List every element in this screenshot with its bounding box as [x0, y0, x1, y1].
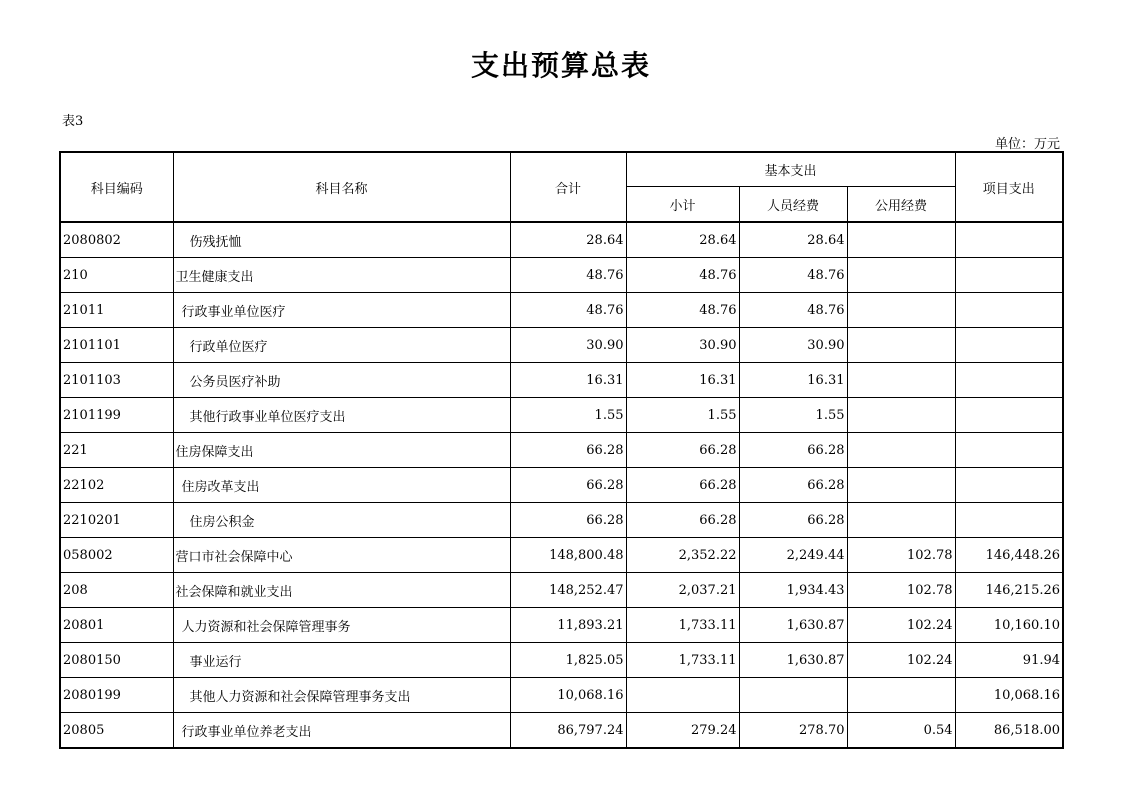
cell-total: 1,825.05 [510, 643, 626, 678]
header-project: 项目支出 [955, 152, 1063, 222]
cell-public [847, 258, 955, 293]
cell-name: 行政单位医疗 [173, 328, 510, 363]
cell-subtotal: 16.31 [626, 363, 739, 398]
cell-subtotal: 2,352.22 [626, 538, 739, 573]
cell-name: 伤残抚恤 [173, 222, 510, 258]
cell-project: 10,160.10 [955, 608, 1063, 643]
table-row [60, 503, 1063, 538]
page-title: 支出预算总表 [470, 49, 651, 82]
cell-personnel: 1,630.87 [739, 608, 847, 643]
cell-total: 28.64 [510, 222, 626, 258]
cell-subtotal [626, 678, 739, 713]
cell-total: 30.90 [510, 328, 626, 363]
cell-name: 住房改革支出 [173, 468, 510, 503]
cell-project [955, 328, 1063, 363]
cell-name: 其他人力资源和社会保障管理事务支出 [173, 678, 510, 713]
cell-total: 1.55 [510, 398, 626, 433]
cell-personnel [739, 678, 847, 713]
cell-name: 行政事业单位养老支出 [173, 713, 510, 749]
header-code: 科目编码 [60, 152, 173, 222]
cell-total: 66.28 [510, 433, 626, 468]
cell-subtotal: 1,733.11 [626, 608, 739, 643]
cell-personnel: 1.55 [739, 398, 847, 433]
cell-total: 66.28 [510, 468, 626, 503]
cell-code: 2080802 [60, 222, 173, 258]
cell-subtotal: 66.28 [626, 468, 739, 503]
cell-project [955, 398, 1063, 433]
table-row [60, 713, 1063, 749]
table-row [60, 293, 1063, 328]
cell-code: 2101101 [60, 328, 173, 363]
cell-code: 2080199 [60, 678, 173, 713]
cell-name: 社会保障和就业支出 [173, 573, 510, 608]
cell-public [847, 398, 955, 433]
table-row [60, 258, 1063, 293]
table-row [60, 573, 1063, 608]
table-body [60, 222, 1063, 748]
cell-personnel: 28.64 [739, 222, 847, 258]
table-row [60, 363, 1063, 398]
cell-total: 148,800.48 [510, 538, 626, 573]
budget-table [59, 151, 1064, 749]
cell-public [847, 468, 955, 503]
cell-total: 16.31 [510, 363, 626, 398]
cell-subtotal: 30.90 [626, 328, 739, 363]
cell-public [847, 678, 955, 713]
cell-public: 102.24 [847, 608, 955, 643]
table-row [60, 678, 1063, 713]
cell-public [847, 293, 955, 328]
cell-code: 21011 [60, 293, 173, 328]
cell-code: 22102 [60, 468, 173, 503]
cell-subtotal: 1.55 [626, 398, 739, 433]
header-public: 公用经费 [847, 187, 955, 223]
cell-personnel: 1,934.43 [739, 573, 847, 608]
cell-project: 146,448.26 [955, 538, 1063, 573]
cell-name: 其他行政事业单位医疗支出 [173, 398, 510, 433]
cell-subtotal: 48.76 [626, 258, 739, 293]
cell-personnel: 66.28 [739, 468, 847, 503]
table-row [60, 538, 1063, 573]
cell-total: 48.76 [510, 293, 626, 328]
cell-code: 20801 [60, 608, 173, 643]
table-row [60, 222, 1063, 258]
cell-project [955, 503, 1063, 538]
cell-code: 2080150 [60, 643, 173, 678]
table-row [60, 328, 1063, 363]
header-personnel: 人员经费 [739, 187, 847, 223]
cell-personnel: 48.76 [739, 258, 847, 293]
cell-public: 102.78 [847, 538, 955, 573]
cell-public [847, 363, 955, 398]
table-row [60, 468, 1063, 503]
cell-project: 91.94 [955, 643, 1063, 678]
cell-name: 事业运行 [173, 643, 510, 678]
cell-project [955, 468, 1063, 503]
cell-public: 102.78 [847, 573, 955, 608]
table-number: 表3 [62, 114, 84, 129]
cell-code: 2210201 [60, 503, 173, 538]
cell-code: 20805 [60, 713, 173, 749]
cell-personnel: 66.28 [739, 503, 847, 538]
cell-personnel: 48.76 [739, 293, 847, 328]
cell-project: 86,518.00 [955, 713, 1063, 749]
cell-public: 0.54 [847, 713, 955, 749]
cell-code: 221 [60, 433, 173, 468]
header-name: 科目名称 [173, 152, 510, 222]
cell-project [955, 258, 1063, 293]
cell-project [955, 433, 1063, 468]
cell-subtotal: 1,733.11 [626, 643, 739, 678]
cell-project [955, 363, 1063, 398]
cell-name: 行政事业单位医疗 [173, 293, 510, 328]
cell-public [847, 222, 955, 258]
cell-personnel: 2,249.44 [739, 538, 847, 573]
cell-name: 住房保障支出 [173, 433, 510, 468]
cell-name: 住房公积金 [173, 503, 510, 538]
cell-subtotal: 48.76 [626, 293, 739, 328]
cell-public [847, 328, 955, 363]
table-row [60, 643, 1063, 678]
cell-code: 210 [60, 258, 173, 293]
cell-total: 86,797.24 [510, 713, 626, 749]
cell-total: 11,893.21 [510, 608, 626, 643]
cell-total: 10,068.16 [510, 678, 626, 713]
table-header [60, 152, 1063, 222]
cell-project [955, 293, 1063, 328]
cell-code: 208 [60, 573, 173, 608]
cell-code: 2101103 [60, 363, 173, 398]
cell-total: 66.28 [510, 503, 626, 538]
cell-subtotal: 66.28 [626, 503, 739, 538]
cell-subtotal: 279.24 [626, 713, 739, 749]
cell-project [955, 222, 1063, 258]
cell-code: 058002 [60, 538, 173, 573]
table-row [60, 398, 1063, 433]
cell-public [847, 433, 955, 468]
cell-name: 营口市社会保障中心 [173, 538, 510, 573]
cell-public [847, 503, 955, 538]
cell-name: 人力资源和社会保障管理事务 [173, 608, 510, 643]
cell-personnel: 16.31 [739, 363, 847, 398]
cell-personnel: 278.70 [739, 713, 847, 749]
cell-total: 148,252.47 [510, 573, 626, 608]
cell-subtotal: 2,037.21 [626, 573, 739, 608]
cell-personnel: 30.90 [739, 328, 847, 363]
cell-subtotal: 66.28 [626, 433, 739, 468]
table-row [60, 608, 1063, 643]
header-total: 合计 [510, 152, 626, 222]
cell-personnel: 66.28 [739, 433, 847, 468]
cell-total: 48.76 [510, 258, 626, 293]
cell-code: 2101199 [60, 398, 173, 433]
unit-label: 单位：万元 [994, 137, 1060, 152]
cell-name: 卫生健康支出 [173, 258, 510, 293]
cell-personnel: 1,630.87 [739, 643, 847, 678]
cell-name: 公务员医疗补助 [173, 363, 510, 398]
cell-public: 102.24 [847, 643, 955, 678]
header-basic: 基本支出 [626, 152, 955, 187]
header-subtotal: 小计 [626, 187, 739, 223]
table-row [60, 433, 1063, 468]
cell-project: 10,068.16 [955, 678, 1063, 713]
cell-subtotal: 28.64 [626, 222, 739, 258]
cell-project: 146,215.26 [955, 573, 1063, 608]
